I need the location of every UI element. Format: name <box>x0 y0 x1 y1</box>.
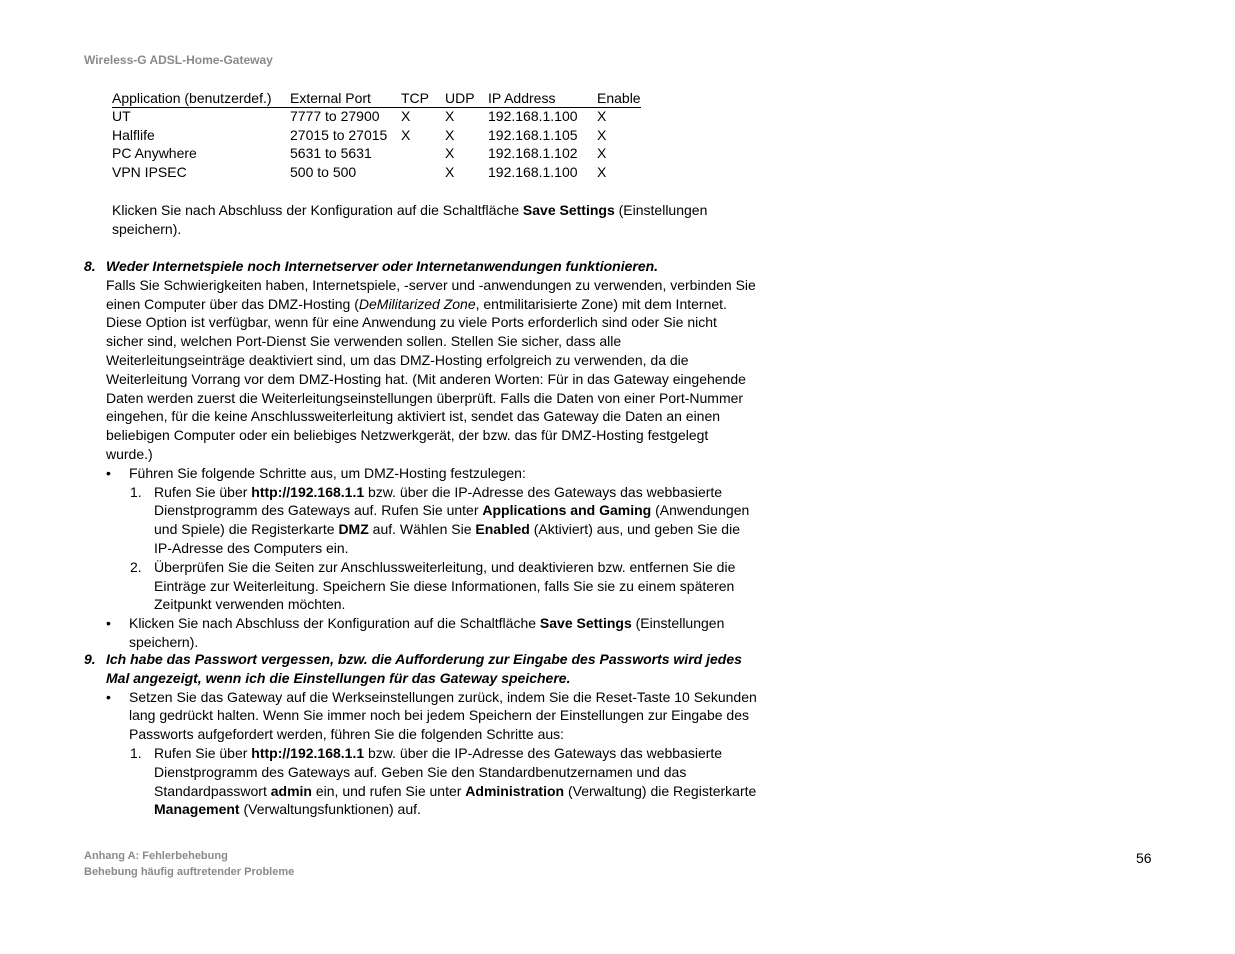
q9-step-1-t5: (Verwaltungsfunktionen) auf. <box>239 801 421 818</box>
table-cell: X <box>597 145 607 162</box>
list-item <box>130 483 760 558</box>
router-url-link: http://192.168.1.1 <box>251 483 365 500</box>
table-cell: 192.168.1.100 <box>488 164 578 181</box>
q8-step-2-text: Überprüfen Sie die Seiten zur Anschlussweiterleitung, und deaktivieren bzw. entfernen Sie die Einträge zur Weiterleitung. Speichern Sie diese Informationen, falls Sie sie zu einem späteren Zeitpunkt verwenden möchten. <box>154 558 736 613</box>
q9-step-1-t2: bzw. über die IP-Adresse des Gateways das webbasierte Dienstprogramm des Gateways auf. Geben Sie den Standardbenutzernamen und das Standardpasswort <box>154 744 723 799</box>
q8-step-1-b3: DMZ <box>338 521 369 538</box>
footer-chapter: Anhang A: Fehlerbehebung <box>84 850 228 862</box>
q8-bullet-2-pre: Klicken Sie nach Abschluss der Konfiguration auf die Schaltfläche <box>129 615 540 632</box>
q8-step-1-b2: Applications and Gaming <box>482 502 652 519</box>
bullet-icon: • <box>106 688 111 705</box>
table-cell: X <box>597 126 607 143</box>
column-header-enable: Enable <box>597 89 641 106</box>
router-url-link: http://192.168.1.1 <box>251 744 365 761</box>
table-cell: 192.168.1.100 <box>488 108 578 124</box>
table-cell: 192.168.1.105 <box>488 126 578 143</box>
q8-step-1-number: 1. <box>130 483 142 500</box>
table-cell: X <box>597 108 607 124</box>
table-cell: X <box>445 108 455 124</box>
question-9 <box>84 650 764 819</box>
table-row <box>112 145 641 164</box>
closing-instruction <box>112 201 772 239</box>
q9-step-1-b4: Management <box>154 801 240 818</box>
port-forwarding-table <box>112 89 641 183</box>
bullet-icon: • <box>106 464 111 481</box>
table-row <box>112 108 641 127</box>
question-9-title <box>84 650 764 688</box>
q9-step-1-b2: admin <box>270 782 312 799</box>
question-8-body <box>106 276 758 464</box>
table-cell: Halflife <box>112 126 155 143</box>
question-9-title-text: Ich habe das Passwort vergessen, bzw. die Aufforderung zur Eingabe des Passworts wird jedes Mal angezeigt, wenn ich die Einstellungen für das Gateway speichere. <box>106 651 742 686</box>
table-header-row <box>112 89 641 108</box>
table-cell: X <box>445 145 455 162</box>
q8-bullet-1-text: Führen Sie folgende Schritte aus, um DMZ-Hosting festzulegen: <box>129 464 526 481</box>
q8-bullet-2-bold: Save Settings <box>539 615 632 632</box>
q8-bullet-2-post: (Einstellungen speichern). <box>129 615 725 650</box>
q8-step-1-t1: Rufen Sie über <box>154 483 252 500</box>
q8-step-1-b4: Enabled <box>475 521 530 538</box>
q9-step-1-b3: Administration <box>465 782 565 799</box>
list-item <box>106 614 758 652</box>
q9-step-1-t1: Rufen Sie über <box>154 744 252 761</box>
list-item <box>130 744 760 819</box>
list-item <box>106 464 758 483</box>
q8-step-1-t2: bzw. über die IP-Adresse des Gateways das webbasierte Dienstprogramm des Gateways auf. Rufen Sie unter <box>154 483 723 519</box>
table-cell: X <box>401 108 411 124</box>
table-row <box>112 127 641 146</box>
footer-section: Behebung häufig auftretender Probleme <box>84 866 295 878</box>
table-cell <box>401 145 445 164</box>
column-header-udp: UDP <box>445 89 488 108</box>
closing-text-bold: Save Settings <box>522 202 615 218</box>
q8-body-pre: Falls Sie Schwierigkeiten haben, Internetspiele, -server und -anwendungen zu verwenden, verbinden Sie einen Computer über das DMZ-Hosting ( <box>106 276 756 312</box>
q8-body-post: , entmilitarisierte Zone) mit dem Internet. Diese Option ist verfügbar, wenn für eine Anwendung zu viele Ports erforderlich sind oder Sie nicht sicher sind, welchen Port-Dienst Sie verwenden sollen. Stellen Sie sicher, dass alle Weiterleitungseinträge deaktiviert sind, um das DMZ-Hosting erfolgreich zu verwenden, da die Weiterleitung Vorrang vor dem DMZ-Hosting hat. (Mit anderen Worten: Für in das Gateway eingehende Daten werden zuerst die Weiterleitungseinstellungen überprüft. Falls die Daten von einer Port-Nummer eingehen, für die keine Anschlussweiterleitung aktiviert ist, sendet das Gateway die Daten an einen beliebigen Computer oder ein beliebiges Netzwerkgerät, der bzw. das für DMZ-Hosting festgelegt wurde.) <box>106 295 746 462</box>
table-cell <box>401 164 445 183</box>
table-cell: 500 to 500 <box>290 164 357 181</box>
q9-step-1-number: 1. <box>130 744 142 761</box>
table-cell: 5631 to 5631 <box>290 145 372 162</box>
q8-step-1-text <box>154 483 760 558</box>
question-8-title-text: Weder Internetspiele noch Internetserver oder Internetanwendungen funktionieren. <box>106 258 659 274</box>
column-header-ip-address: IP Address <box>488 89 597 108</box>
table-cell: X <box>445 126 455 143</box>
column-header-application: Application (benutzerdef.) <box>112 89 290 108</box>
table-cell: 27015 to 27015 <box>290 126 388 143</box>
column-header-external-port: External Port <box>290 89 401 108</box>
table-cell: 192.168.1.102 <box>488 145 578 162</box>
bullet-icon: • <box>106 615 111 632</box>
q9-bullet-1-text: Setzen Sie das Gateway auf die Werkseinstellungen zurück, indem Sie die Reset-Taste 10 Sekunden lang gedrückt halten. Wenn Sie immer noch bei jedem Speichern der Einstellungen zur Eingabe des Passworts aufgefordert werden, führen Sie die folgenden Schritte aus: <box>129 688 757 743</box>
column-header-tcp: TCP <box>401 89 445 108</box>
q8-step-1-t4: auf. Wählen Sie <box>368 521 476 538</box>
question-8-number: 8. <box>84 258 96 274</box>
list-item <box>130 558 760 614</box>
question-8-title <box>84 257 764 276</box>
q8-step-2-number: 2. <box>130 558 142 575</box>
q9-step-1-t4: (Verwaltung) die Registerkarte <box>564 782 757 799</box>
table-cell: X <box>401 126 411 143</box>
list-item <box>106 688 758 744</box>
page-header: Wireless-G ADSL-Home-Gateway <box>84 53 273 67</box>
q8-step-1-t5: (Aktiviert) aus, und geben Sie die IP-Adresse des Computers ein. <box>154 521 740 556</box>
table-cell: 7777 to 27900 <box>290 108 380 124</box>
table-cell: UT <box>112 108 131 124</box>
q8-body-italic: DeMilitarized Zone <box>358 295 476 312</box>
closing-text-post: (Einstellungen speichern). <box>112 202 708 237</box>
q9-step-1-text <box>154 744 760 819</box>
q8-bullet-2-text <box>129 614 758 652</box>
question-8 <box>84 257 764 652</box>
q9-step-1-t3: ein, und rufen Sie unter <box>311 782 466 799</box>
table-cell: X <box>445 164 455 181</box>
q8-step-1-t3: (Anwendungen und Spiele) die Registerkarte <box>154 502 750 538</box>
table-cell: VPN IPSEC <box>112 164 187 181</box>
question-9-number: 9. <box>84 651 96 667</box>
closing-text-pre: Klicken Sie nach Abschluss der Konfiguration auf die Schaltfläche <box>112 202 523 218</box>
table-cell: X <box>597 164 607 181</box>
table-cell: PC Anywhere <box>112 145 197 162</box>
table-row <box>112 164 641 183</box>
port-forwarding-table-wrap <box>112 89 641 183</box>
page-number: 56 <box>1136 850 1152 866</box>
